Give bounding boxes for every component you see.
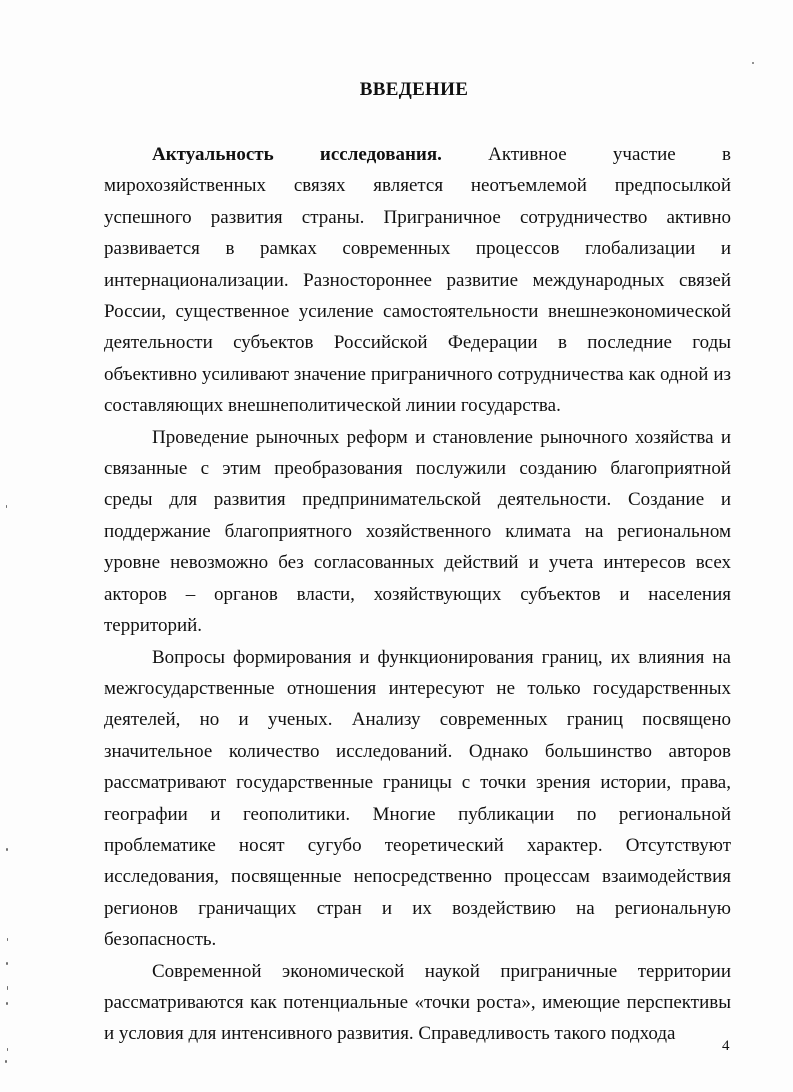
document-body [104,139,731,1050]
paragraph-market-reforms: Проведение рыночных реформ и становление рыночного хозяйства и связанные с этим преобразования послужили созданию благоприятной среды для развития предпринимательской деятельности. Создание и поддержание благоприятного хозяйственного климата на региональном уровне невозможно без согласованных действий и учета интересов всех акторов – органов власти, хозяйствующих субъектов и населения территорий. [104,426,731,637]
scan-speck [7,1048,8,1051]
scan-speck [6,962,8,965]
scan-speck [6,848,8,851]
paragraph-borders: Вопросы формирования и функционирования границ, их влияния на межгосударственные отношения интересуют не только государственных деятелей, но и ученых. Анализу современных границ посвящено значительное количество исследований. Однако большинство авторов рассматривают государственные границы с точки зрения истории, права, географии и геополитики. Многие публикации по региональной проблематике носят сугубо теоретический характер. Отсутствуют исследования, посвященные непосредственно процессам взаимодействия регионов граничащих стран и их воздействию на региональную безопасность. [104,646,731,951]
scan-speck [752,62,754,64]
scan-speck [7,986,8,990]
paragraph-text: Активное участие в мирохозяйственных связях является неотъемлемой предпосылкой успешного развития страны. Приграничное сотрудничество активно развивается в рамках современных процессов глобализации и интернационализации. Разностороннее развитие международных связей России, существенное усиление самостоятельности внешнеэкономической деятельности субъектов Российской Федерации в последние годы объективно усиливают значение приграничного сотрудничества как одной из составляющих внешнеполитической линии государства. [104,144,731,417]
scan-speck [7,938,8,941]
page-number: 4 [722,1038,730,1054]
paragraph-lead: Актуальность исследования. [152,144,442,165]
page-title: ВВЕДЕНИЕ [359,79,469,100]
scan-speck [6,505,7,508]
paragraph-border-territories: Современной экономической наукой приграничные территории рассматриваются как потенциальные «точки роста», имеющие перспективы и условия для интенсивного развития. Справедливость такого подхода [104,960,731,1045]
scan-speck [5,1060,7,1063]
paragraph-relevance [104,139,731,422]
scan-speck [6,1002,8,1005]
